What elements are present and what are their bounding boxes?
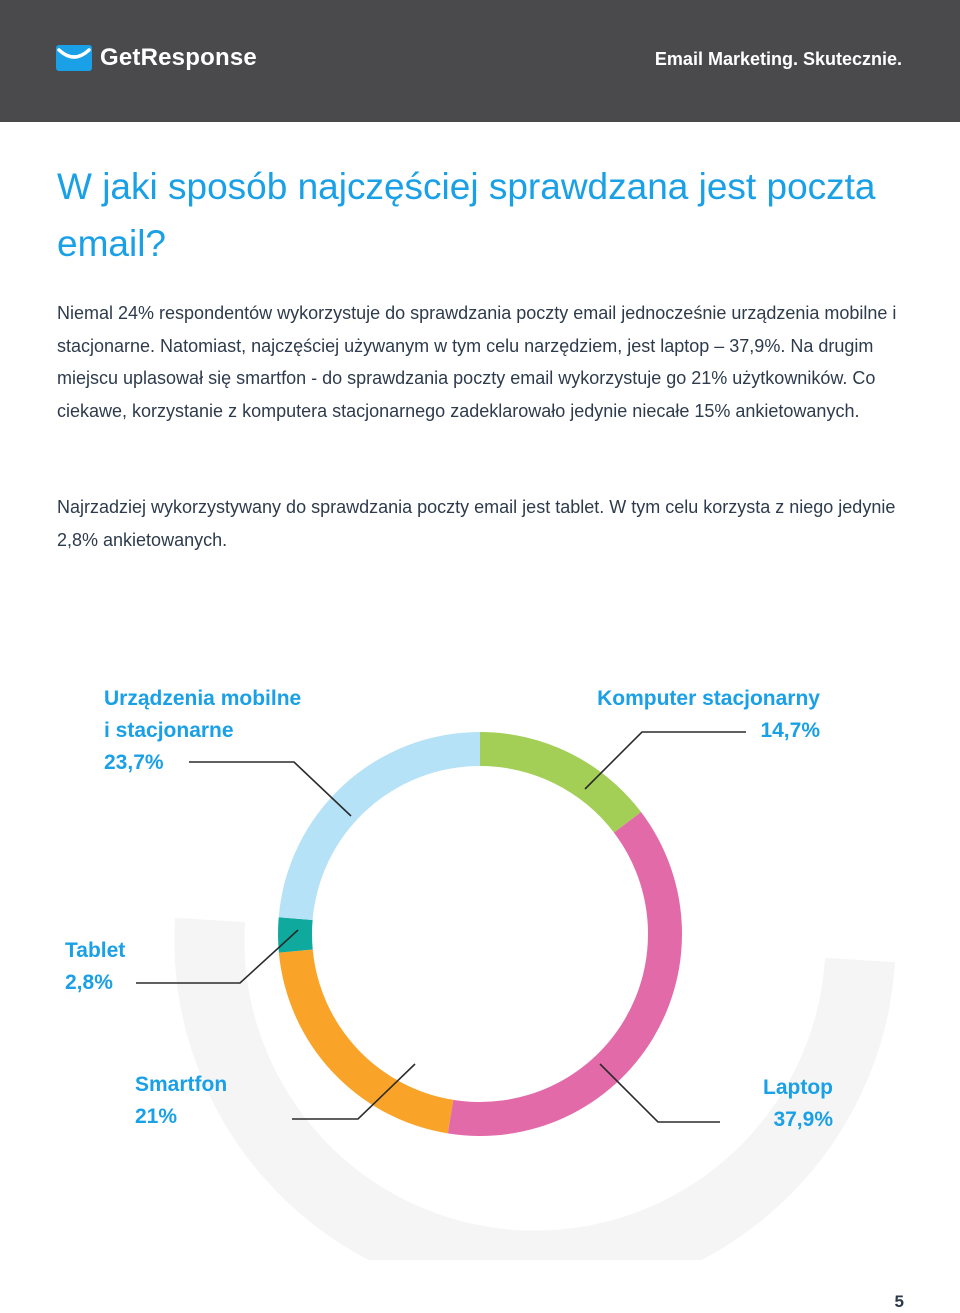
donut-slice-0: [480, 732, 641, 833]
slice-label-1: Laptop 37,9%: [763, 1076, 833, 1131]
logo-text: GetResponse: [100, 44, 257, 71]
page-number: 5: [894, 1292, 904, 1311]
donut-slice-4: [279, 732, 480, 920]
tablet-paragraph: Najrzadziej wykorzystywany do sprawdzania poczty email jest tablet. W tym celu korzysta z niego jedynie 2,8% ankietowanych.: [57, 497, 896, 550]
logo: [56, 44, 257, 72]
donut-slice-3: [278, 917, 313, 952]
donut-slice-1: [448, 812, 682, 1136]
slice-label-4: Urządzenia mobilne i stacjonarne 23,7%: [104, 687, 302, 774]
slice-label-3: Tablet 2,8%: [65, 939, 126, 994]
page-title: W jaki sposób najczęściej sprawdzana jest poczta email?: [57, 166, 876, 264]
header-tagline: Email Marketing. Skutecznie.: [654, 49, 902, 69]
intro-paragraph: Niemal 24% respondentów wykorzystuje do sprawdzania poczty email jednocześnie urządzenia mobilne i stacjonarne. Natomiast, najczęściej używanym w tym celu narzędziem, jest laptop – 37,9%. Na drugim miejscu uplasował się smartfon - do sprawdzania poczty email wykorzystuje go 21% użytkowników. Co ciekawe, korzystanie z komputera stacjonarnego zadeklarowało jedynie niecałe 15% ankietowanych.: [57, 303, 897, 421]
page-header: [0, 0, 960, 122]
slice-label-0: Komputer stacjonarny 14,7%: [597, 687, 820, 742]
slice-label-2: Smartfon 21%: [135, 1073, 228, 1128]
envelope-logo-icon: [56, 45, 92, 71]
donut-slice-2: [279, 950, 453, 1134]
donut-chart: [0, 600, 960, 1260]
